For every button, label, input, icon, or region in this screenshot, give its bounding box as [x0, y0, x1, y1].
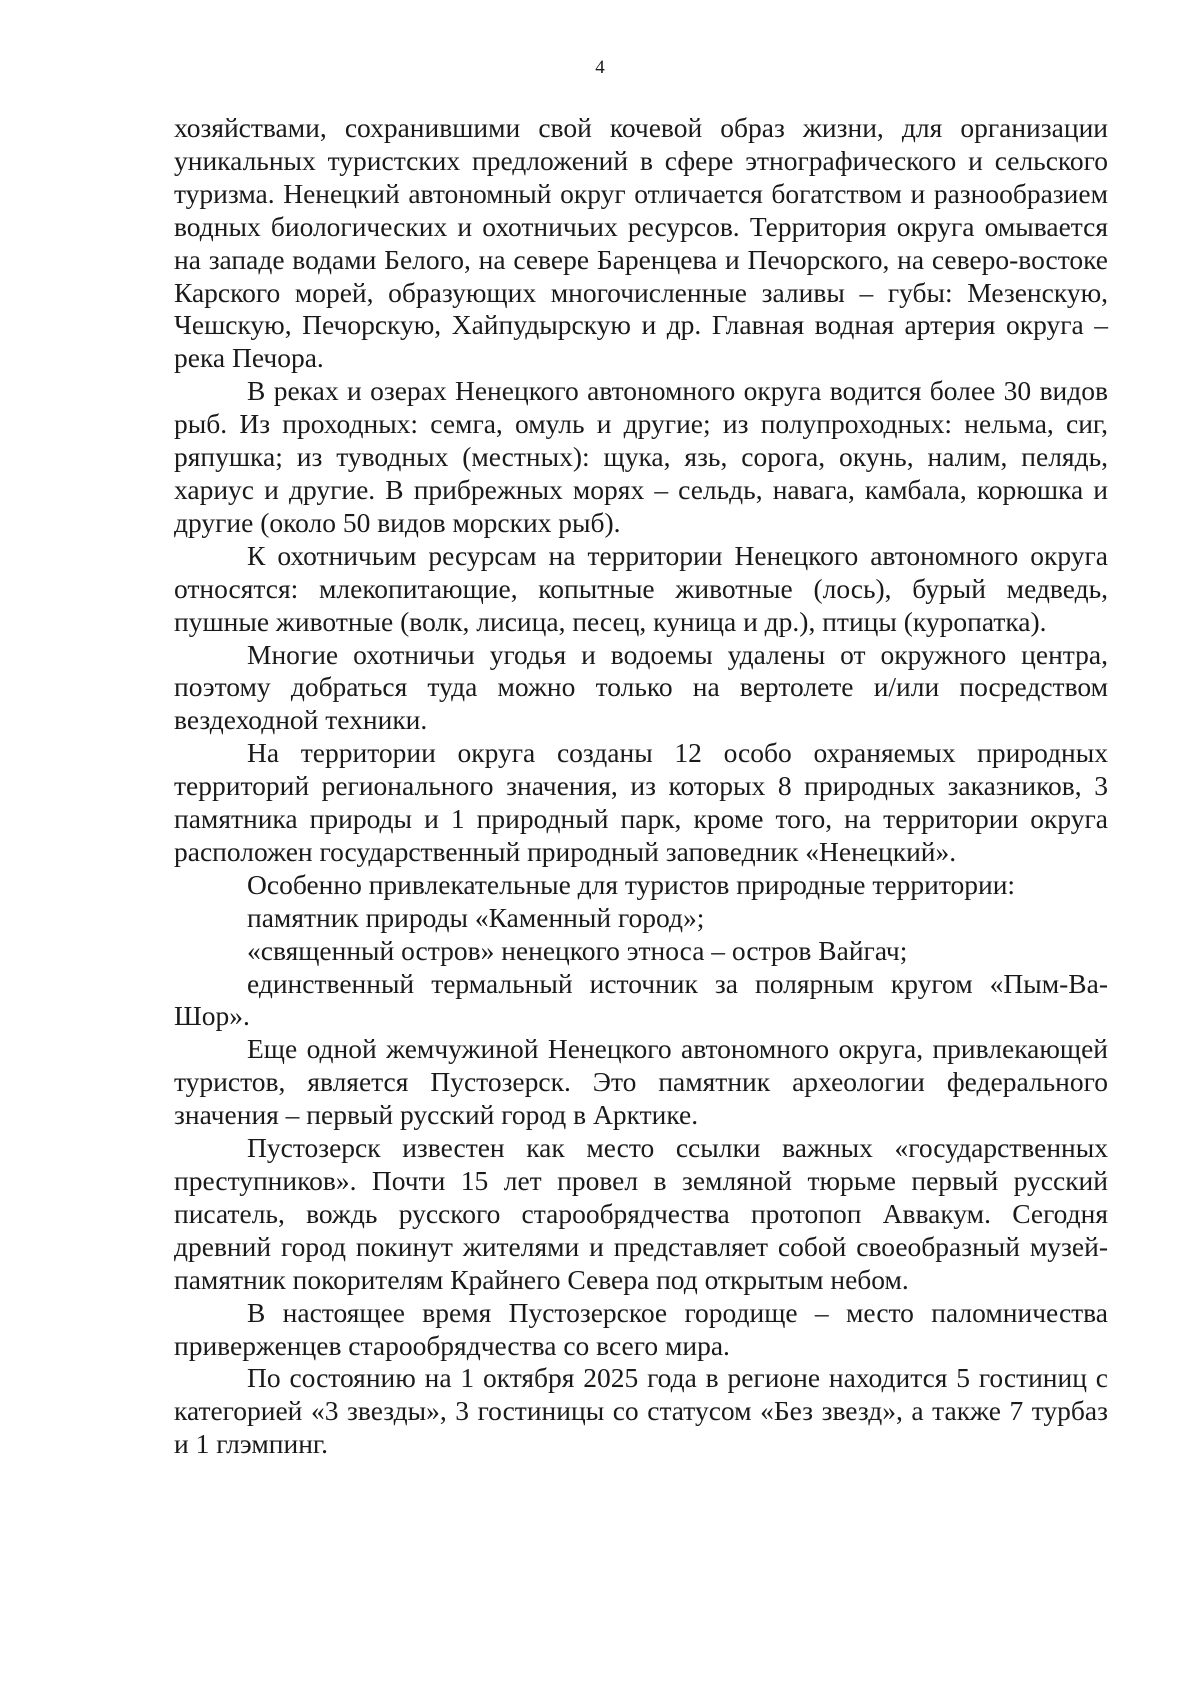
paragraph-water-resources: хозяйствами, сохранившими свой кочевой образ жизни, для организации уникальных туристских предложений в сфере этнографического и сельского туризма. Ненецкий автономный округ отличается богатством и разнообразием водных биологических и охотничьих ресурсов. Территория округа омывается на западе водами Белого, на севере Баренцева и Печорского, на северо-востоке Карского морей, образующих многочисленные заливы – губы: Мезенскую, Чешскую, Печорскую, Хайпудырскую и др. Главная водная артерия округа – река Печора.: [174, 112, 1108, 374]
list-item-thermal-spring: единственный термальный источник за полярным кругом «Пым-Ва-Шор».: [174, 967, 1108, 1032]
document-body: [174, 112, 1108, 1461]
paragraph-protected-areas: На территории округа созданы 12 особо охраняемых природных территорий регионального значения, из которых 8 природных заказников, 3 памятника природы и 1 природный парк, кроме того, на территории округа расположен государственный природный заповедник «Ненецкий».: [174, 737, 1108, 867]
page-number: 4: [595, 57, 605, 78]
paragraph-accommodation: По состоянию на 1 октября 2025 года в регионе находится 5 гостиниц с категорией «3 звезды», 3 гостиницы со статусом «Без звезд», а также 7 турбаз и 1 глэмпинг.: [174, 1362, 1108, 1460]
paragraph-attractive-territories: Особенно привлекательные для туристов природные территории:: [247, 868, 1016, 900]
paragraph-pilgrimage: В настоящее время Пустозерское городище – место паломничества приверженцев старообрядчества со всего мира.: [174, 1296, 1108, 1361]
paragraph-fish-species: В реках и озерах Ненецкого автономного округа водится более 30 видов рыб. Из проходных: семга, омуль и другие; из полупроходных: нельма, сиг, ряпушка; из туводных (местных): щука, язь, сорога, окунь, налим, пелядь, хариус и другие. В прибрежных морях – сельдь, навага, камбала, корюшка и другие (около 50 видов морских рыб).: [174, 375, 1108, 538]
list-item-vaygach-island: «священный остров» ненецкого этноса – остров Вайгач;: [247, 934, 908, 966]
paragraph-pustozersk-history: Пустозерск известен как место ссылки важных «государственных преступников». Почти 15 лет провел в земляной тюрьме первый русский писатель, вождь русского старообрядчества протопоп Аввакум. Сегодня древний город покинут жителями и представляет собой своеобразный музей-памятник покорителям Крайнего Севера под открытым небом.: [174, 1132, 1108, 1295]
paragraph-pustozersk: Еще одной жемчужиной Ненецкого автономного округа, привлекающей туристов, является Пустозерск. Это памятник археологии федерального значения – первый русский город в Арктике.: [174, 1033, 1108, 1131]
paragraph-hunting-resources: К охотничьим ресурсам на территории Ненецкого автономного округа относятся: млекопитающие, копытные животные (лось), бурый медведь, пушные животные (волк, лисица, песец, куница и др.), птицы (куропатка).: [174, 539, 1108, 637]
paragraph-hunting-grounds: Многие охотничьи угодья и водоемы удалены от окружного центра, поэтому добраться туда можно только на вертолете и/или посредством вездеходной техники.: [174, 638, 1108, 736]
list-item-stone-city: памятник природы «Каменный город»;: [247, 901, 705, 933]
